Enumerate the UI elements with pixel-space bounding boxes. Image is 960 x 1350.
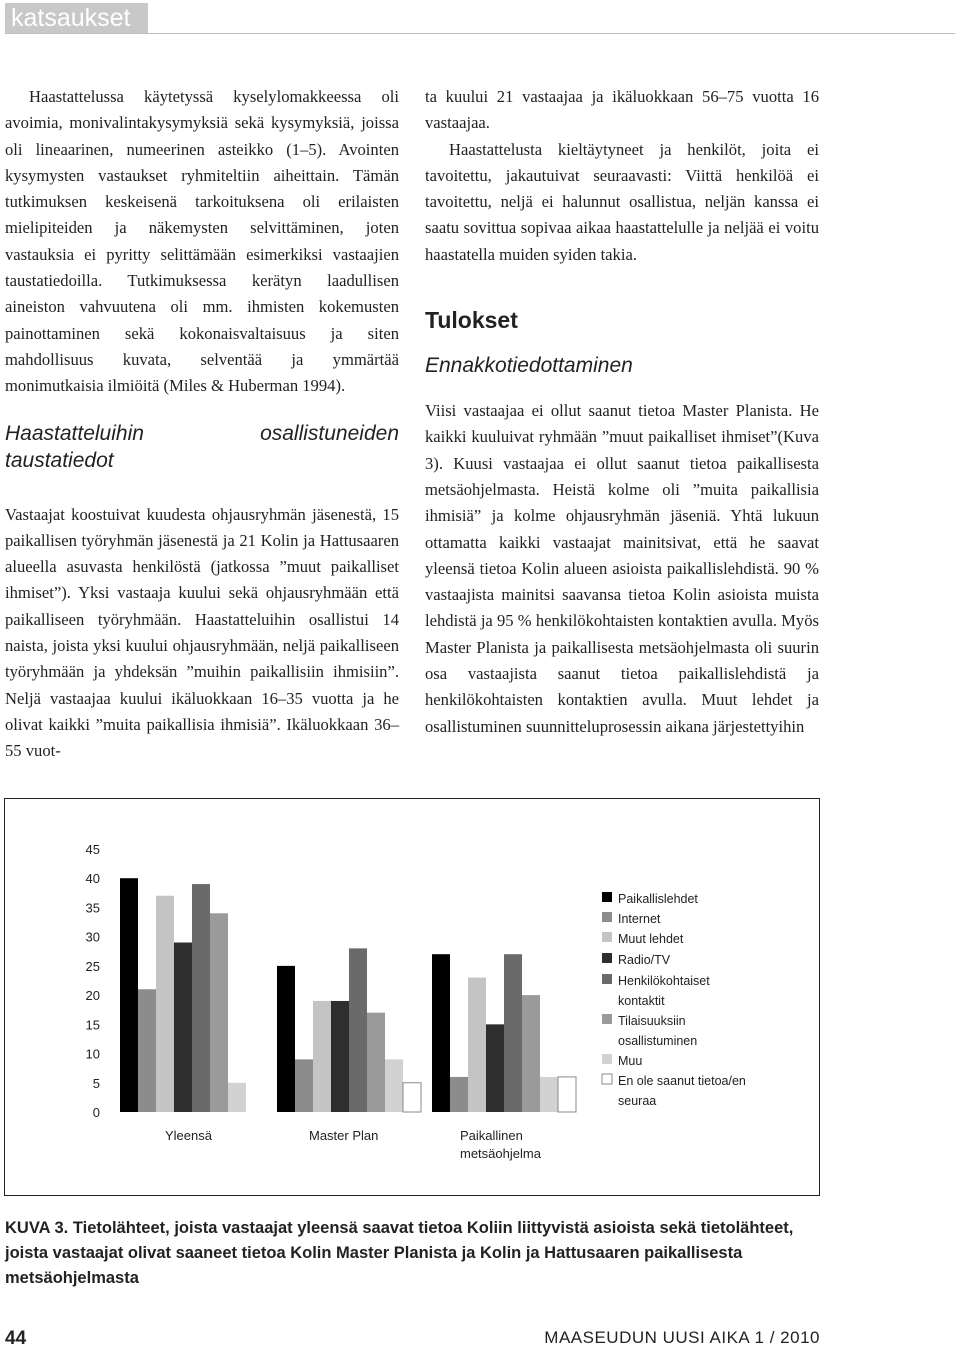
legend-swatch [602,892,612,902]
bar [192,884,210,1112]
bar [331,1001,349,1112]
legend-label: Henkilökohtaiset kontaktit [618,974,710,1008]
bar [228,1083,246,1112]
bar [522,995,540,1112]
bar [210,913,228,1112]
bar [486,1024,504,1112]
y-tick-label: 10 [85,1046,100,1062]
x-category-label: metsäohjelma [460,1146,541,1161]
section-tab: katsaukset [5,3,148,33]
page-number: 44 [5,1328,27,1349]
y-tick-label: 5 [92,1075,100,1091]
bar [540,1077,558,1112]
legend-label: Paikallislehdet [618,892,698,906]
bar [277,966,295,1112]
legend-label: Internet [618,912,661,926]
legend-swatch [602,932,612,942]
right-paragraph-2: Haastattelusta kieltäytyneet ja henkilöt, joita ei tavoitettu, jakautuivat seuraavasti: Viittä henkilöä ei tavoitettu, neljä ei halunnut osallistua, neljän kanssa ei saatu sovittua sopivaa aikaa haastattelulle ja neljää ei voitu haastatella muiden syiden takia. [425,139,819,264]
left-paragraph-1: Haastattelussa käytetyssä kyselylomakkeessa oli avoimia, monivalintakysymyksiä sekä kysymyksiä, joissa oli lineaarinen, numeerinen asteikko (1–5). Avointen kysymysten vastaukset ryhmiteltiin aiheittain. Tämän tutkimuksen keskeisenä tarkoituksena oli erilaisten mielipiteiden ja näkemysten selvittäminen, joten vastauksia ei pyritty selittämään esimerkiksi vastaajien taustatiedoilla. Tutkimuksessa kerätyn laadullisen aineiston vahvuutena oli mm. ihmisten kokemusten painottaminen sekä kokonaisvaltaisuus ja siten mahdollisuus kuvata, selventää ja ymmärtää monimutkaisia ilmiöitä (Miles & Huberman 1994). [5,87,399,396]
y-tick-label: 40 [85,871,100,887]
journal-name: MAASEUDUN UUSI AIKA 1 / 2010 [544,1328,820,1347]
bar [450,1077,468,1112]
bar [313,1001,331,1112]
left-column [5,84,399,765]
caption-label: KUVA 3. [5,1219,69,1237]
subheading-ennakkotiedottaminen: Ennakkotiedottaminen [425,354,633,378]
legend-swatch [602,912,612,922]
bar [156,896,174,1112]
x-category-label: Yleensä [165,1128,212,1143]
bar [403,1083,421,1112]
legend-swatch [602,1074,612,1084]
legend-swatch [602,1014,612,1024]
section-heading-taustatiedot: Haastatteluihin osallistuneiden taustatiedot [5,421,399,472]
right-paragraph-1: ta kuului 21 vastaajaa ja ikäluokkaan 56–75 vuotta 16 vastaajaa. [425,87,819,133]
caption-text: Tietolähteet, joista vastaajat yleensä saavat tietoa Koliin liittyvistä asioista sekä tietolähteet, joista vastaajat olivat saaneet tietoa Kolin Master Planista ja Kolin ja Hattusaaren paikallisesta metsäohjelmasta [5,1219,794,1287]
y-tick-label: 35 [85,900,100,916]
y-tick-label: 15 [85,1017,100,1033]
bar [432,954,450,1112]
x-category-label: Paikallinen [460,1128,523,1143]
right-paragraph-3: Viisi vastaajaa ei ollut saanut tietoa Master Planista. He kaikki kuuluivat ryhmään ”muut paikalliset ihmiset”(Kuva 3). Kuusi vastaajaa ei ollut saanut tietoa paikallisesta metsäohjelmasta. Heistä kolme oli ”muita paikallisia ihmisiä” ja kolme ohjausryhmän jäseniä. Yhtä lukuun ottamatta kaikki vastaajat mainitsivat, että he saavat yleensä tietoa Kolin alueen asioista paikallislehdistä. 90 % vastaajista mainitsi saavansa tietoa Kolin asioista muista lehdistä ja 95 % henkilökohtaisten kontaktien avulla. Myös Master Planista ja paikallisesta metsäohjelmasta oli suurin osa vastaajista saanut tietoa paikallislehdistä ja henkilökohtaisten kontaktien avulla. Muut lehdet ja osallistuminen suunnitteluprosessin aikana järjestettyihin [425,401,819,736]
legend-label: Radio/TV [618,953,671,967]
legend-label: En ole saanut tietoa/en seuraa [618,1074,746,1108]
header-rule [5,33,955,34]
y-tick-label: 0 [92,1105,100,1120]
legend-label: Tilaisuuksiin osallistuminen [618,1014,698,1048]
bar [295,1059,313,1112]
bar-chart-svg [5,799,819,1195]
bar [504,954,522,1112]
bar [367,1013,385,1112]
left-paragraph-2: Vastaajat koostuivat kuudesta ohjausryhmän jäsenestä, 15 paikallisen työryhmän jäsenestä ja 21 Kolin ja Hattusaaren alueella asuvasta henkilöstä (jatkossa ”muut paikalliset ihmiset”). Yksi vastaaja kuului sekä ohjausryhmään että paikalliseen työryhmään. Haastatteluihin osallistui 14 naista, joista yksi kuului ohjausryhmään, neljä paikalliseen työryhmään ja yhdeksän ”muihin paikallisiin ihmisiin”. Neljä vastaajaa kuului ikäluokkaan 16–35 vuotta ja he olivat kaikki ”muita paikallisia ihmisiä”. Ikäluokkaan 36–55 vuot- [5,504,399,761]
y-tick-label: 45 [85,842,100,857]
y-tick-label: 20 [85,988,100,1004]
y-tick-label: 30 [85,929,100,945]
bar [174,943,192,1112]
figure-caption [5,1216,825,1291]
figure-bar-chart [4,798,820,1196]
right-column [425,84,819,740]
legend-swatch [602,953,612,963]
legend-label: Muu [618,1054,643,1068]
bar [349,948,367,1112]
legend-swatch [602,974,612,984]
legend-label: Muut lehdet [618,932,684,946]
bar [558,1077,576,1112]
section-heading-tulokset: Tulokset [425,307,518,334]
legend-swatch [602,1054,612,1064]
x-category-label: Master Plan [309,1128,379,1143]
bar [468,978,486,1112]
bar [120,878,138,1112]
bar [385,1059,403,1112]
y-tick-label: 25 [85,958,100,974]
bar [138,989,156,1112]
